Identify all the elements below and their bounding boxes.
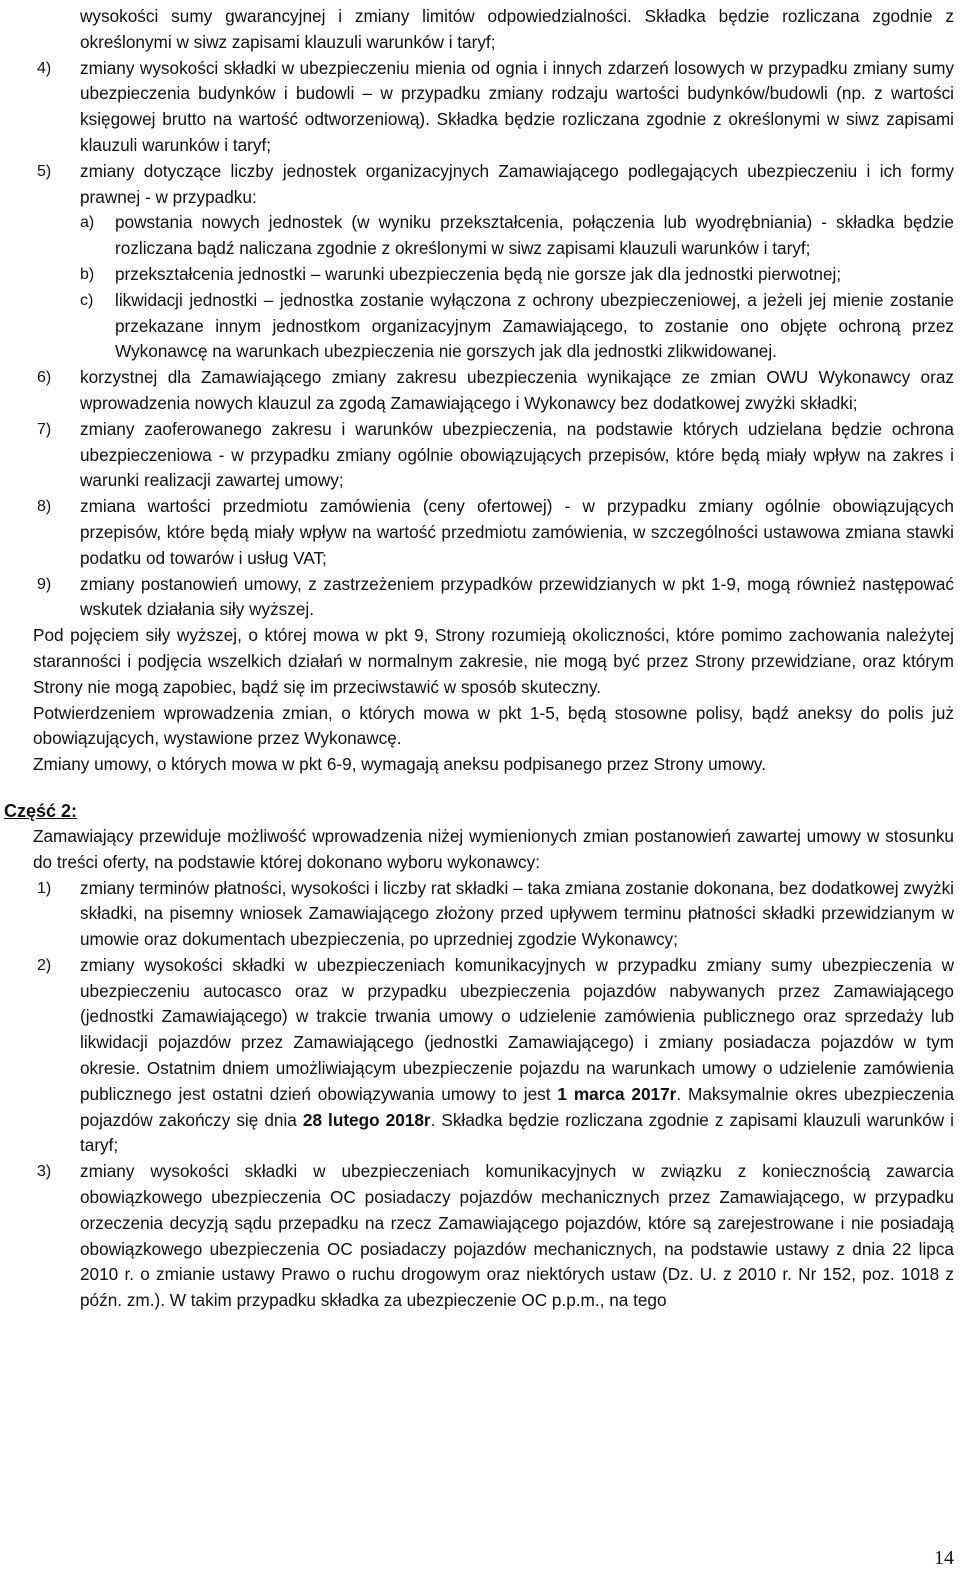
list-item-5 [0, 159, 960, 211]
paragraph-continuation: wysokości sumy gwarancyjnej i zmiany limitów odpowiedzialności. Składka będzie rozliczana zgodnie z określonymi w siwz zapisami klauzuli warunków i taryf; [80, 6, 954, 52]
date-bold: 1 marca 2017r [557, 1083, 677, 1104]
part2-list-item-1 [0, 876, 960, 953]
text-segment: zmiany wysokości składki w ubezpieczeniach komunikacyjnych w przypadku zmiany sumy ubezpieczenia w ubezpieczeniu autocasco oraz w przypadku ubezpieczenia pojazdów nabywanych przez Zamawiającego (jednostki Zamawiającego) w trakcie trwania umowy o udzielenie zamówienia publicznego oraz sprzedaży lub likwidacji pojazdów przez Zamawiającego (jednostki Zamawiającego) i zmiany posiadacza pojazdów w tym okresie. Ostatnim dniem umożliwiającym ubezpieczenie pojazdu na warunkach umowy o udzielenie zamówienia publicznego jest ostatni dzień obowiązywania umowy to jest [80, 954, 954, 1104]
list-number: 7) [37, 420, 52, 438]
list-item-text: zmiany postanowień umowy, z zastrzeżeniem przypadków przewidzianych w pkt 1-9, mogą również następować wskutek działania siły wyższej. [80, 573, 954, 620]
sub-number: c) [80, 291, 94, 309]
list-number: 3) [37, 1163, 52, 1181]
list-number: 9) [37, 575, 52, 593]
list-item-7 [0, 417, 960, 494]
list-item-4 [0, 56, 960, 159]
text-segment: . Składka będzie rozliczana zgodnie z zapisami klauzuli warunków i taryf; [80, 1109, 954, 1156]
list-item-text [80, 953, 954, 1159]
list-number: 6) [37, 369, 52, 387]
list-number: 8) [37, 498, 52, 516]
list-item-text: zmiany dotyczące liczby jednostek organizacyjnych Zamawiającego podlegających ubezpieczeniu i ich formy prawnej - w przypadku: [80, 160, 954, 207]
sub-item-text: likwidacji jednostki – jednostka zostanie wyłączona z ochrony ubezpieczeniowej, a jeżeli jej mienie zostanie przekazane innym jednostkom organizacyjnym Zamawiającego, to zostanie ono objęte ochroną przez Wykonawcę na warunkach ubezpieczenia nie gorszych jak dla jednostki zlikwidowanej. [115, 289, 954, 362]
list-item-text: zmiana wartości przedmiotu zamówienia (ceny ofertowej) - w przypadku zmiany ogólnie obowiązujących przepisów, które będą miały wpływ na wartość przedmiotu zamówienia, w szczególności ustawowa zmiana stawki podatku od towarów i usług VAT; [80, 496, 954, 568]
sub-number: b) [80, 265, 95, 283]
list-item-8 [0, 494, 960, 571]
sub-item-5a [0, 210, 960, 262]
list-number: 1) [37, 879, 52, 897]
sub-item-text: przekształcenia jednostki – warunki ubezpieczenia będą nie gorsze jak dla jednostki pierwotnej; [115, 263, 842, 284]
section-intro: Zamawiający przewiduje możliwość wprowadzenia niżej wymienionych zmian postanowień zawartej umowy w stosunku do treści oferty, na podstawie której dokonano wyboru wykonawcy: [33, 825, 954, 872]
sub-item-5b [0, 262, 960, 288]
part2-list-item-3 [0, 1159, 960, 1314]
text-segment: . Maksymalnie okres ubezpieczenia pojazdów zakończy się dnia [80, 1083, 954, 1130]
paragraph-confirmation: Potwierdzeniem wprowadzenia zmian, o których mowa w pkt 1-5, będą stosowne polisy, bądź aneksy do polis już obowiązujących, wystawione przez Wykonawcę. [33, 702, 954, 749]
list-item-text: korzystnej dla Zamawiającego zmiany zakresu ubezpieczenia wynikające ze zmian OWU Wykonawcy oraz wprowadzenia nowych klauzul za zgodą Zamawiającego i Wykonawcy bez dodatkowej zwyżki składki; [80, 367, 954, 413]
list-item-6 [0, 365, 960, 417]
list-item-text: zmiany zaoferowanego zakresu i warunków ubezpieczenia, na podstawie których udzielana będzie ochrona ubezpieczeniowa - w przypadku zmiany ogólnie obowiązujących przepisów, które będą miały wpływ na zakres i warunki realizacji zawartej umowy; [80, 418, 954, 491]
sub-item-text: powstania nowych jednostek (w wyniku przekształcenia, połączenia lub wyodrębniania) - składka będzie rozliczana bądź naliczana zgodnie z określonymi w siwz zapisami klauzuli warunków i taryf; [115, 212, 954, 259]
list-item-text: zmiany wysokości składki w ubezpieczeniach komunikacyjnych w związku z koniecznością zawarcia obowiązkowego ubezpieczenia OC posiadaczy pojazdów mechanicznych przez Zamawiającego, w przypadku orzeczenia decyzją sądu przepadku na rzecz Zamawiającego pojazdów, które są zarejestrowane i nie posiadają obowiązkowego ubezpieczenia OC posiadaczy pojazdów mechanicznych, na podstawie ustawy z dnia 22 lipca 2010 r. o zmianie ustawy Prawo o ruchu drogowym oraz niektórych ustaw (Dz. U. z 2010 r. Nr 152, poz. 1018 z późn. zm.). W takim przypadku składka za ubezpieczenie OC p.p.m., na tego [80, 1161, 954, 1311]
part2-list-item-2 [0, 953, 960, 1159]
list-number: 4) [37, 59, 52, 77]
paragraph-force-majeure: Pod pojęciem siły wyższej, o której mowa w pkt 9, Strony rozumieją okoliczności, które pomimo zachowania należytej staranności i podjęcia wszelkich działań w normalnym zakresie, nie mogą być przez Strony przewidziane, oraz którym Strony nie mogą zapobiec, bądź się im przeciwstawić w sposób skuteczny. [33, 625, 954, 697]
document-page [0, 4, 960, 1314]
date-bold: 28 lutego 2018r [302, 1109, 431, 1130]
sub-number: a) [80, 214, 95, 232]
section-heading: Część 2: [4, 800, 78, 821]
list-item-text: zmiany terminów płatności, wysokości i liczby rat składki – taka zmiana zostanie dokonana, bez dodatkowej zwyżki składki, na pisemny wniosek Zamawiającego złożony przed upływem terminu płatności składki przewidzianym w umowie oraz dokumentach ubezpieczenia, po uprzedniej zgodzie Wykonawcy; [80, 877, 954, 950]
sub-item-5c [0, 288, 960, 365]
list-item-9 [0, 572, 960, 624]
list-number: 2) [37, 956, 52, 974]
list-item-text: zmiany wysokości składki w ubezpieczeniu mienia od ognia i innych zdarzeń losowych w przypadku zmiany sumy ubezpieczenia budynków i budowli – w przypadku zmiany rodzaju wartości budynków/budowli (np. z wartości księgowej brutto na wartość odtworzeniową). Składka będzie rozliczana zgodnie z określonymi w siwz zapisami klauzuli warunków i taryf; [80, 57, 954, 155]
paragraph-annex: Zmiany umowy, o których mowa w pkt 6-9, wymagają aneksu podpisanego przez Strony umowy. [33, 754, 767, 775]
list-number: 5) [37, 162, 52, 180]
page-number: 14 [934, 1547, 954, 1570]
